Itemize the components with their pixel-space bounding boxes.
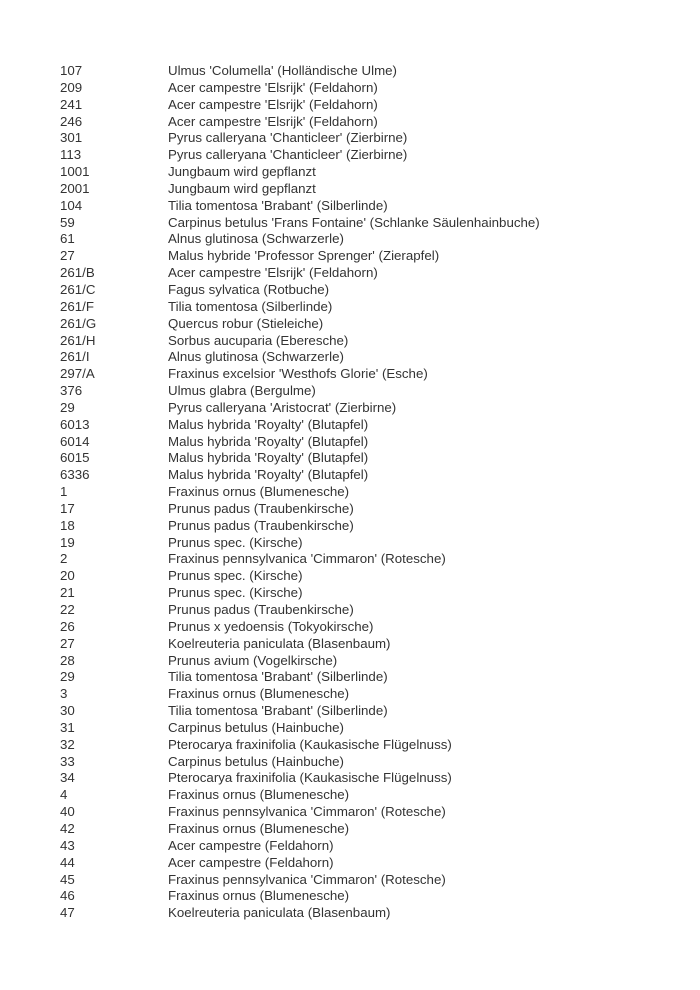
tree-name: Malus hybrida 'Royalty' (Blutapfel) bbox=[168, 450, 369, 466]
tree-name: Fraxinus ornus (Blumenesche) bbox=[168, 787, 350, 803]
tree-list-row bbox=[60, 838, 680, 855]
tree-name: Koelreuteria paniculata (Blasenbaum) bbox=[168, 635, 391, 651]
tree-id: 28 bbox=[60, 652, 75, 668]
tree-list-row bbox=[60, 669, 680, 686]
tree-id: 6015 bbox=[60, 450, 90, 466]
tree-name: Prunus avium (Vogelkirsche) bbox=[168, 652, 338, 668]
tree-name: Fraxinus ornus (Blumenesche) bbox=[168, 484, 350, 500]
tree-id: 261/H bbox=[60, 332, 96, 348]
tree-list-row bbox=[60, 299, 680, 316]
tree-id: 6014 bbox=[60, 433, 90, 449]
tree-name: Prunus x yedoensis (Tokyokirsche) bbox=[168, 618, 374, 634]
tree-list-row bbox=[60, 568, 680, 585]
tree-name: Fraxinus pennsylvanica 'Cimmaron' (Rotesche) bbox=[168, 551, 446, 567]
tree-name: Acer campestre 'Elsrijk' (Feldahorn) bbox=[168, 79, 378, 95]
tree-name: Alnus glutinosa (Schwarzerle) bbox=[168, 349, 344, 365]
tree-list-row bbox=[60, 198, 680, 215]
tree-list-row bbox=[60, 231, 680, 248]
tree-list-row bbox=[60, 905, 680, 922]
tree-list-row bbox=[60, 349, 680, 366]
tree-id: 107 bbox=[60, 63, 83, 78]
tree-id: 19 bbox=[60, 534, 75, 550]
tree-name: Jungbaum wird gepflanzt bbox=[168, 164, 316, 180]
tree-list-row bbox=[60, 888, 680, 905]
tree-list-row bbox=[60, 383, 680, 400]
tree-id: 40 bbox=[60, 804, 75, 820]
tree-id: 246 bbox=[60, 113, 83, 129]
tree-name: Prunus padus (Traubenkirsche) bbox=[168, 500, 354, 516]
tree-id: 21 bbox=[60, 585, 75, 601]
tree-list-row bbox=[60, 720, 680, 737]
tree-name: Fraxinus ornus (Blumenesche) bbox=[168, 686, 350, 702]
tree-id: 27 bbox=[60, 248, 75, 264]
tree-list-row bbox=[60, 248, 680, 265]
tree-id: 22 bbox=[60, 602, 75, 617]
tree-id: 59 bbox=[60, 214, 75, 230]
tree-list-row bbox=[60, 619, 680, 636]
tree-id: 6336 bbox=[60, 467, 90, 483]
tree-list-row bbox=[60, 872, 680, 889]
tree-list-row bbox=[60, 80, 680, 97]
tree-list-row bbox=[60, 636, 680, 653]
tree-name: Quercus robur (Stieleiche) bbox=[168, 315, 324, 331]
tree-id: 29 bbox=[60, 669, 75, 685]
tree-name: Tilia tomentosa 'Brabant' (Silberlinde) bbox=[168, 669, 388, 685]
tree-id: 46 bbox=[60, 888, 75, 904]
tree-id: 1001 bbox=[60, 164, 90, 180]
tree-name: Acer campestre (Feldahorn) bbox=[168, 837, 334, 853]
tree-list-row bbox=[60, 282, 680, 299]
tree-id: 2001 bbox=[60, 180, 90, 196]
tree-id: 3 bbox=[60, 686, 68, 702]
tree-name: Acer campestre 'Elsrijk' (Feldahorn) bbox=[168, 113, 378, 129]
tree-id: 261/G bbox=[60, 315, 97, 331]
tree-name: Tilia tomentosa 'Brabant' (Silberlinde) bbox=[168, 197, 388, 213]
tree-list-row bbox=[60, 265, 680, 282]
tree-list-row bbox=[60, 737, 680, 754]
tree-name: Fagus sylvatica (Rotbuche) bbox=[168, 281, 330, 297]
tree-list-row bbox=[60, 787, 680, 804]
tree-name: Prunus padus (Traubenkirsche) bbox=[168, 517, 354, 533]
tree-id: 113 bbox=[60, 147, 82, 163]
tree-name: Alnus glutinosa (Schwarzerle) bbox=[168, 231, 344, 247]
tree-id: 1 bbox=[60, 484, 68, 500]
tree-list-row bbox=[60, 333, 680, 350]
tree-list-row bbox=[60, 400, 680, 417]
tree-name: Ulmus 'Columella' (Holländische Ulme) bbox=[168, 63, 397, 78]
tree-id: 261/C bbox=[60, 281, 96, 297]
tree-list-row bbox=[60, 585, 680, 602]
tree-list-row bbox=[60, 821, 680, 838]
tree-id: 301 bbox=[60, 130, 83, 146]
tree-list-row bbox=[60, 366, 680, 383]
tree-id: 261/I bbox=[60, 349, 90, 365]
tree-id: 47 bbox=[60, 905, 75, 921]
tree-name: Fraxinus ornus (Blumenesche) bbox=[168, 820, 350, 836]
tree-id: 42 bbox=[60, 820, 75, 836]
tree-id: 6013 bbox=[60, 416, 90, 432]
tree-id: 104 bbox=[60, 197, 83, 213]
tree-name: Carpinus betulus (Hainbuche) bbox=[168, 753, 344, 769]
tree-list-row bbox=[60, 518, 680, 535]
tree-name: Tilia tomentosa (Silberlinde) bbox=[168, 298, 333, 314]
tree-id: 241 bbox=[60, 96, 83, 112]
tree-id: 261/F bbox=[60, 298, 95, 314]
tree-list-row bbox=[60, 754, 680, 771]
tree-name: Pyrus calleryana 'Chanticleer' (Zierbirne) bbox=[168, 130, 408, 146]
tree-name: Malus hybrida 'Royalty' (Blutapfel) bbox=[168, 416, 369, 432]
tree-id: 34 bbox=[60, 770, 75, 786]
tree-id: 30 bbox=[60, 703, 75, 719]
tree-name: Malus hybrida 'Royalty' (Blutapfel) bbox=[168, 433, 369, 449]
tree-name: Acer campestre 'Elsrijk' (Feldahorn) bbox=[168, 265, 378, 281]
tree-name: Pterocarya fraxinifolia (Kaukasische Flügelnuss) bbox=[168, 736, 452, 752]
tree-list-row bbox=[60, 551, 680, 568]
tree-list-row bbox=[60, 804, 680, 821]
tree-name: Carpinus betulus 'Frans Fontaine' (Schlanke Säulenhainbuche) bbox=[168, 214, 540, 230]
tree-list-row bbox=[60, 467, 680, 484]
tree-list-row bbox=[60, 164, 680, 181]
tree-list bbox=[60, 63, 680, 922]
tree-list-row bbox=[60, 417, 680, 434]
tree-id: 27 bbox=[60, 635, 75, 651]
tree-name: Fraxinus pennsylvanica 'Cimmaron' (Rotesche) bbox=[168, 804, 446, 820]
tree-name: Fraxinus excelsior 'Westhofs Glorie' (Esche) bbox=[168, 366, 428, 382]
tree-list-row bbox=[60, 114, 680, 131]
tree-list-row bbox=[60, 653, 680, 670]
tree-id: 209 bbox=[60, 79, 83, 95]
tree-name: Pyrus calleryana 'Aristocrat' (Zierbirne) bbox=[168, 399, 397, 415]
tree-name: Koelreuteria paniculata (Blasenbaum) bbox=[168, 905, 391, 921]
tree-list-row bbox=[60, 181, 680, 198]
tree-name: Fraxinus ornus (Blumenesche) bbox=[168, 888, 350, 904]
tree-id: 43 bbox=[60, 837, 75, 853]
tree-id: 2 bbox=[60, 551, 68, 567]
tree-name: Prunus spec. (Kirsche) bbox=[168, 534, 303, 550]
tree-list-row bbox=[60, 63, 680, 80]
tree-name: Prunus spec. (Kirsche) bbox=[168, 568, 303, 584]
tree-list-row bbox=[60, 686, 680, 703]
tree-list-row bbox=[60, 316, 680, 333]
tree-name: Jungbaum wird gepflanzt bbox=[168, 180, 316, 196]
tree-id: 31 bbox=[60, 719, 75, 735]
tree-name: Tilia tomentosa 'Brabant' (Silberlinde) bbox=[168, 703, 388, 719]
tree-name: Fraxinus pennsylvanica 'Cimmaron' (Rotesche) bbox=[168, 871, 446, 887]
tree-name: Sorbus aucuparia (Eberesche) bbox=[168, 332, 349, 348]
tree-id: 29 bbox=[60, 399, 75, 415]
tree-name: Pterocarya fraxinifolia (Kaukasische Flügelnuss) bbox=[168, 770, 452, 786]
tree-list-row bbox=[60, 130, 680, 147]
tree-list-row bbox=[60, 770, 680, 787]
tree-id: 26 bbox=[60, 618, 75, 634]
tree-list-row bbox=[60, 215, 680, 232]
tree-name: Prunus padus (Traubenkirsche) bbox=[168, 602, 354, 617]
tree-id: 18 bbox=[60, 517, 75, 533]
tree-id: 20 bbox=[60, 568, 75, 584]
tree-name: Malus hybrida 'Royalty' (Blutapfel) bbox=[168, 467, 369, 483]
tree-name: Malus hybride 'Professor Sprenger' (Zierapfel) bbox=[168, 248, 440, 264]
tree-list-row bbox=[60, 602, 680, 619]
tree-id: 4 bbox=[60, 787, 68, 803]
tree-id: 17 bbox=[60, 500, 75, 516]
tree-id: 61 bbox=[60, 231, 75, 247]
tree-name: Pyrus calleryana 'Chanticleer' (Zierbirne) bbox=[168, 147, 408, 163]
tree-id: 32 bbox=[60, 736, 75, 752]
tree-name: Acer campestre 'Elsrijk' (Feldahorn) bbox=[168, 96, 378, 112]
tree-list-row bbox=[60, 501, 680, 518]
tree-list-row bbox=[60, 855, 680, 872]
tree-id: 33 bbox=[60, 753, 75, 769]
tree-list-row bbox=[60, 434, 680, 451]
tree-list-row bbox=[60, 97, 680, 114]
tree-name: Prunus spec. (Kirsche) bbox=[168, 585, 303, 601]
tree-name: Acer campestre (Feldahorn) bbox=[168, 854, 334, 870]
tree-name: Carpinus betulus (Hainbuche) bbox=[168, 719, 344, 735]
tree-id: 297/A bbox=[60, 366, 95, 382]
tree-list-row bbox=[60, 484, 680, 501]
tree-id: 376 bbox=[60, 383, 83, 399]
tree-list-row bbox=[60, 535, 680, 552]
tree-list-row bbox=[60, 147, 680, 164]
tree-name: Ulmus glabra (Bergulme) bbox=[168, 383, 316, 399]
tree-id: 261/B bbox=[60, 265, 95, 281]
tree-list-row bbox=[60, 450, 680, 467]
tree-id: 45 bbox=[60, 871, 75, 887]
tree-list-row bbox=[60, 703, 680, 720]
tree-id: 44 bbox=[60, 854, 75, 870]
